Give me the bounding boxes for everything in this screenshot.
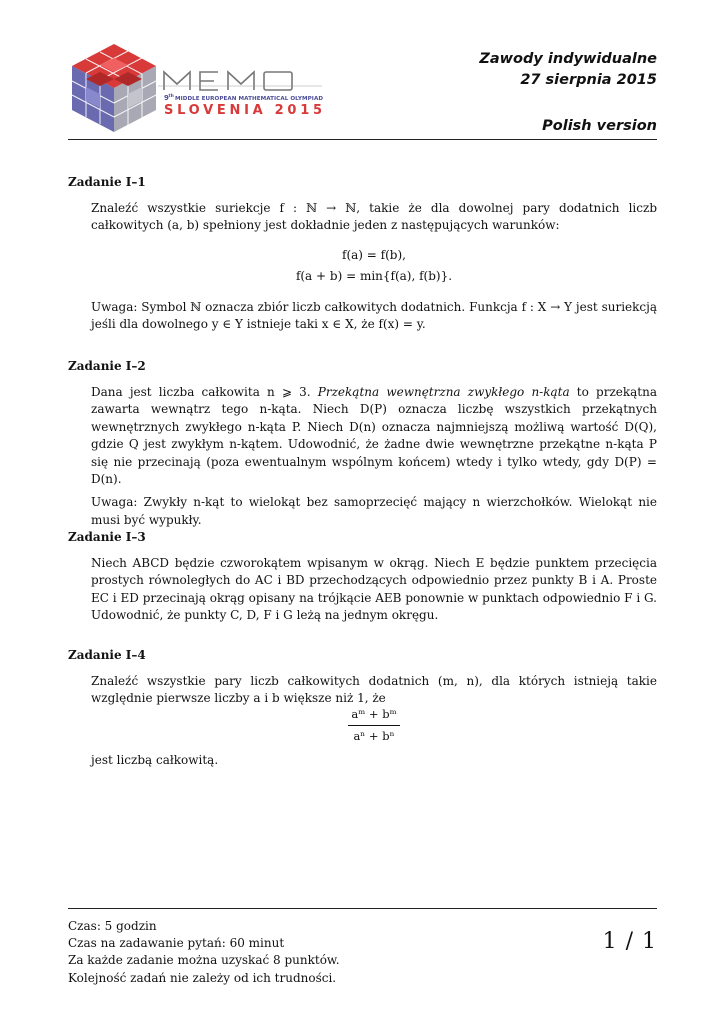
- problem-statement: Znaleźć wszystkie pary liczb całkowitych dodatnich (m, n), dla których istnieją takie względnie pierwsze liczby a i b większe niż 1, że: [91, 674, 657, 706]
- page-number: 1 / 1: [602, 929, 657, 954]
- problem-note: Uwaga: Zwykły n-kąt to wielokąt bez samoprzecięć mający n wierzchołków. Wielokąt nie musi być wypukły.: [91, 495, 657, 527]
- fraction-block: [91, 706, 657, 746]
- language-version: Polish version: [542, 118, 657, 134]
- problem-body: [91, 384, 657, 529]
- logo-edition-number: 9: [164, 94, 169, 102]
- equation-block: [91, 245, 657, 287]
- problem-statement: Niech ABCD będzie czworokątem wpisanym w okrąg. Niech E będzie punktem przecięcia prostych równoległych do AC i BD przechodzących odpowiednio przez punkty B i A. Proste EC i ED przecinają okrąg opisany na trójkącie AEB ponownie w punktach odpowiednio F i G. Udowodnić, że punkty C, D, F i G leżą na jednym okręgu.: [91, 556, 657, 623]
- header-divider: [68, 139, 657, 140]
- problem-title: Zadanie I–4: [68, 648, 146, 662]
- logo-venue: SLOVENIA 2015: [164, 103, 322, 118]
- header-title-block: [479, 49, 657, 91]
- equation-line-1: f(a) = f(b),: [342, 247, 406, 262]
- definition-term: Przekątna wewnętrzna zwykłego n-kąta: [317, 385, 570, 399]
- footer-questions-time: Czas na zadawanie pytań: 60 minut: [68, 936, 285, 951]
- footer-points: Za każde zadanie można uzyskać 8 punktów.: [68, 953, 340, 968]
- equation-line-2: f(a + b) = min{f(a), f(b)}.: [295, 268, 453, 283]
- problem-title: Zadanie I–3: [68, 530, 146, 544]
- cube-hexagon-graphic: [72, 44, 156, 132]
- footer-order: Kolejność zadań nie zależy od ich trudności.: [68, 970, 337, 985]
- problem-body: [91, 200, 657, 334]
- problem-statement: [91, 384, 657, 488]
- competition-name: Zawody indywidualne: [479, 51, 657, 67]
- problem-body: [91, 673, 657, 769]
- footer-notes: [68, 918, 340, 987]
- competition-date: 27 sierpnia 2015: [520, 72, 657, 88]
- problem-3: [68, 530, 657, 625]
- problem-conclusion: jest liczbą całkowitą.: [91, 752, 219, 767]
- statement-part-1: Dana jest liczba całkowita n ⩾ 3.: [91, 385, 318, 399]
- problem-1: [68, 175, 657, 334]
- problem-title: Zadanie I–1: [68, 175, 146, 189]
- problem-title: Zadanie I–2: [68, 359, 146, 373]
- problem-statement: Znaleźć wszystkie suriekcje f : ℕ → ℕ, takie że dla dowolnej pary dodatnich liczb całkowitych (a, b) spełniony jest dokładnie jeden z następujących warunków:: [91, 201, 657, 233]
- fraction: [348, 706, 399, 746]
- logo-edition-sup: th: [168, 94, 174, 99]
- problem-note: Uwaga: Symbol ℕ oznacza zbiór liczb całkowitych dodatnich. Funkcja f : X → Y jest suriekcją jeśli dla dowolnego y ∈ Y istnieje taki x ∈ X, że f(x) = y.: [91, 299, 657, 332]
- memo-wordmark: [158, 72, 322, 90]
- logo-subtitle: MIDDLE EUROPEAN MATHEMATICAL OLYMPIAD: [175, 96, 323, 102]
- footer-time: Czas: 5 godzin: [68, 919, 157, 933]
- problem-2: [68, 359, 657, 529]
- statement-part-2: to przekątna zawarta wewnątrz tego n-kąta. Niech D(P) oznacza liczbę wszystkich przekątnych wewnętrznych zwykłego n-kąta P. Niech D(n) oznacza najmniejszą możliwą wartość D(Q), gdzie Q jest zwykłym n-kątem. Udowodnić, że żadne dwie wewnętrzne przekątne n-kąta P się nie przecinają (poza ewentualnym wspólnym końcem) wtedy i tylko wtedy, gdy D(P) = D(n).: [91, 385, 657, 487]
- problem-4: [68, 648, 657, 769]
- footer-divider: [68, 908, 657, 909]
- fraction-denominator: aⁿ + bⁿ: [353, 729, 395, 744]
- memo-logo: [68, 42, 330, 134]
- problem-body: [91, 555, 657, 625]
- fraction-numerator: aᵐ + bᵐ: [348, 706, 399, 726]
